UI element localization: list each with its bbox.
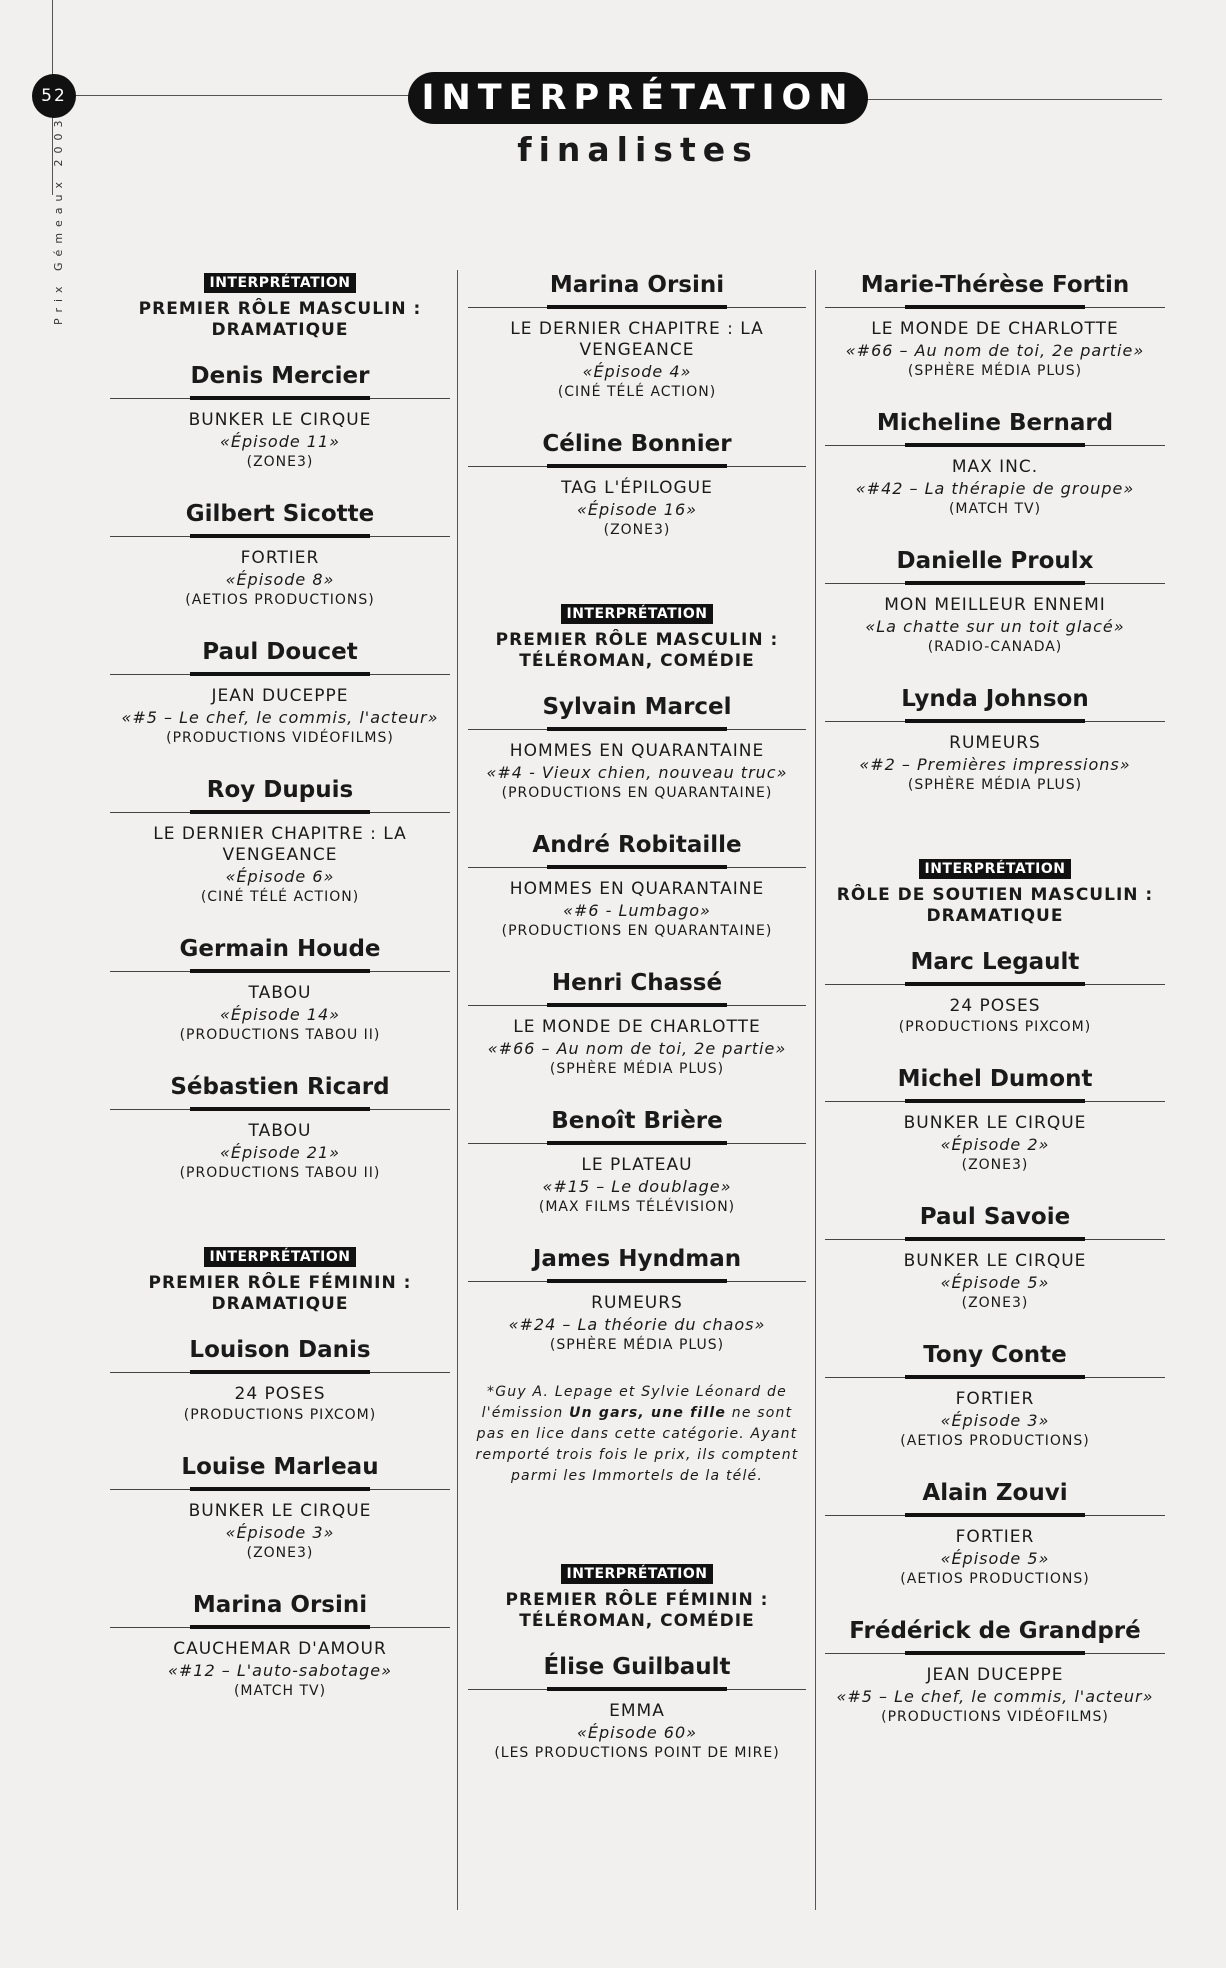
finalist-name: André Robitaille	[532, 832, 742, 858]
finalist-entry	[110, 499, 450, 611]
footnote-text: *Guy A. Lepage et Sylvie Léonard de l'émission	[481, 1384, 787, 1421]
underline-thick	[190, 1625, 370, 1629]
finalist-entry	[110, 1335, 450, 1426]
finalist-entry	[825, 1340, 1165, 1452]
show-title: FORTIER	[240, 548, 320, 568]
name-underline	[825, 304, 1165, 311]
finalist-entry	[110, 775, 450, 908]
finalist-entry	[110, 1452, 450, 1564]
finalist-name: Frédérick de Grandpré	[849, 1618, 1141, 1644]
block-spacer	[110, 1210, 450, 1244]
production-company: (AETIOS PRODUCTIONS)	[185, 592, 375, 608]
underline-thick	[905, 1099, 1085, 1103]
finalist-entry	[825, 947, 1165, 1038]
underline-thick	[905, 1513, 1085, 1517]
show-title: CAUCHEMAR D'AMOUR	[173, 1639, 387, 1659]
show-title: LE DERNIER CHAPITRE : LA VENGEANCE	[510, 319, 764, 360]
underline-thick	[905, 1651, 1085, 1655]
episode-title: «#4 - Vieux chien, nouveau truc»	[486, 763, 788, 782]
finalist-name: Sylvain Marcel	[542, 694, 732, 720]
name-underline	[468, 1278, 806, 1285]
production-company: (ZONE3)	[246, 454, 314, 470]
finalist-entry	[825, 270, 1165, 382]
finalist-name: Paul Doucet	[202, 639, 358, 665]
show-title: MAX INC.	[951, 457, 1039, 477]
episode-title: «Épisode 5»	[940, 1273, 1050, 1292]
name-underline	[825, 1512, 1165, 1519]
finalist-entry	[468, 1106, 806, 1218]
category-block	[825, 858, 1165, 1728]
finalist-entry	[825, 1616, 1165, 1728]
category-badge: INTERPRÉTATION	[561, 1564, 712, 1584]
name-underline	[825, 580, 1165, 587]
footnote-show: Un gars, une fille	[569, 1405, 727, 1421]
show-title: FORTIER	[955, 1389, 1035, 1409]
show-title: HOMMES EN QUARANTAINE	[509, 741, 765, 761]
name-underline	[110, 809, 450, 816]
finalist-name: Sébastien Ricard	[170, 1074, 390, 1100]
show-title: MON MEILLEUR ENNEMI	[884, 595, 1106, 615]
episode-title: «#66 – Au nom de toi, 2e partie»	[845, 341, 1145, 360]
finalist-entry	[825, 1478, 1165, 1590]
episode-title: «Épisode 8»	[225, 570, 335, 589]
category-block	[110, 272, 450, 1244]
production-company: (SPHÈRE MÉDIA PLUS)	[549, 1061, 725, 1077]
name-underline	[468, 1686, 806, 1693]
category-badge: INTERPRÉTATION	[561, 604, 712, 624]
finalist-name: Céline Bonnier	[542, 431, 732, 457]
episode-title: «#5 – Le chef, le commis, l'acteur»	[836, 1687, 1154, 1706]
finalist-name: Denis Mercier	[190, 363, 370, 389]
episode-title: «#2 – Premières impressions»	[859, 755, 1131, 774]
underline-thick	[190, 396, 370, 400]
name-underline	[110, 1369, 450, 1376]
page-number: 52	[32, 74, 76, 118]
category-badge-row	[825, 858, 1165, 879]
episode-title: «Épisode 21»	[219, 1143, 341, 1162]
finalist-name: Alain Zouvi	[922, 1480, 1068, 1506]
footnote	[474, 1382, 800, 1487]
underline-thick	[905, 443, 1085, 447]
finalist-entry	[468, 270, 806, 403]
production-company: (PRODUCTIONS TABOU II)	[179, 1027, 381, 1043]
episode-title: «Épisode 2»	[940, 1135, 1050, 1154]
name-underline	[110, 533, 450, 540]
episode-title: «Épisode 60»	[576, 1723, 698, 1742]
show-title: TABOU	[248, 983, 312, 1003]
production-company: (RADIO-CANADA)	[927, 639, 1063, 655]
underline-thick	[547, 865, 727, 869]
finalist-entry	[825, 1202, 1165, 1314]
name-underline	[110, 671, 450, 678]
finalist-name: Micheline Bernard	[876, 410, 1114, 436]
production-company: (PRODUCTIONS EN QUARANTAINE)	[501, 923, 773, 939]
finalist-entry	[468, 968, 806, 1080]
finalist-entry	[110, 361, 450, 473]
finalist-name: Tony Conte	[923, 1342, 1067, 1368]
finalist-entry	[825, 546, 1165, 658]
production-company: (PRODUCTIONS VIDÉOFILMS)	[881, 1709, 1109, 1725]
production-company: (PRODUCTIONS EN QUARANTAINE)	[501, 785, 773, 801]
underline-thick	[190, 534, 370, 538]
production-company: (AETIOS PRODUCTIONS)	[900, 1571, 1090, 1587]
name-underline	[468, 463, 806, 470]
category-block	[110, 1246, 450, 1702]
production-company: (AETIOS PRODUCTIONS)	[900, 1433, 1090, 1449]
show-title: LE MONDE DE CHARLOTTE	[871, 319, 1119, 339]
show-title: RUMEURS	[949, 733, 1041, 753]
finalist-name: Lynda Johnson	[901, 686, 1089, 712]
show-title: BUNKER LE CIRQUE	[903, 1251, 1087, 1271]
category-badge-row	[110, 272, 450, 293]
production-company: (CINÉ TÉLÉ ACTION)	[200, 889, 360, 905]
show-title: 24 POSES	[949, 996, 1041, 1016]
underline-thick	[547, 1279, 727, 1283]
underline-thick	[905, 581, 1085, 585]
production-company: (PRODUCTIONS PIXCOM)	[898, 1019, 1092, 1035]
underline-thick	[905, 1375, 1085, 1379]
underline-thick	[190, 1487, 370, 1491]
underline-thick	[547, 1141, 727, 1145]
finalist-name: Danielle Proulx	[896, 548, 1094, 574]
header-rule-right	[862, 99, 1162, 100]
category-title: PREMIER RÔLE MASCULIN : TÉLÉROMAN, COMÉDIE	[495, 630, 779, 671]
header-rule-left	[50, 95, 420, 96]
underline-thick	[547, 1003, 727, 1007]
finalist-entry	[468, 1244, 806, 1356]
show-title: LE DERNIER CHAPITRE : LA VENGEANCE	[153, 824, 407, 865]
underline-thick	[547, 464, 727, 468]
name-underline	[825, 718, 1165, 725]
episode-title: «#5 – Le chef, le commis, l'acteur»	[121, 708, 439, 727]
production-company: (PRODUCTIONS TABOU II)	[179, 1165, 381, 1181]
underline-thick	[905, 1237, 1085, 1241]
category-badge: INTERPRÉTATION	[919, 859, 1070, 879]
underline-thick	[190, 810, 370, 814]
name-underline	[825, 1236, 1165, 1243]
name-underline	[110, 1486, 450, 1493]
column-1	[110, 270, 450, 1728]
episode-title: «La chatte sur un toit glacé»	[865, 617, 1125, 636]
finalist-name: Louise Marleau	[181, 1454, 379, 1480]
category-title: PREMIER RÔLE FÉMININ : TÉLÉROMAN, COMÉDIE	[505, 1590, 769, 1631]
column-divider	[457, 270, 458, 1910]
production-company: (ZONE3)	[603, 522, 671, 538]
show-title: 24 POSES	[234, 1384, 326, 1404]
production-company: (MAX FILMS TÉLÉVISION)	[538, 1199, 736, 1215]
finalist-name: Marc Legault	[910, 949, 1080, 975]
episode-title: «#66 – Au nom de toi, 2e partie»	[487, 1039, 787, 1058]
underline-thick	[190, 1370, 370, 1374]
show-title: BUNKER LE CIRQUE	[188, 410, 372, 430]
production-company: (SPHÈRE MÉDIA PLUS)	[907, 363, 1083, 379]
production-company: (MATCH TV)	[948, 501, 1042, 517]
finalist-name: Benoît Brière	[551, 1108, 723, 1134]
finalist-entry	[468, 830, 806, 942]
production-company: (PRODUCTIONS PIXCOM)	[183, 1407, 377, 1423]
underline-thick	[905, 719, 1085, 723]
name-underline	[825, 1650, 1165, 1657]
episode-title: «Épisode 14»	[219, 1005, 341, 1024]
underline-thick	[190, 1107, 370, 1111]
category-block	[468, 270, 806, 601]
production-company: (MATCH TV)	[233, 1683, 327, 1699]
category-block	[468, 1563, 806, 1764]
underline-thick	[905, 982, 1085, 986]
name-underline	[825, 442, 1165, 449]
column-3	[825, 270, 1165, 1754]
finalist-name: Gilbert Sicotte	[185, 501, 375, 527]
episode-title: «Épisode 3»	[225, 1523, 335, 1542]
name-underline	[468, 864, 806, 871]
name-underline	[468, 726, 806, 733]
category-title: PREMIER RÔLE MASCULIN : DRAMATIQUE	[138, 299, 422, 340]
footnote-text: ne sont pas en lice dans cette catégorie. Ayant remporté trois fois le prix, ils comptent parmi les Immortels de la télé.	[475, 1405, 799, 1484]
show-title: BUNKER LE CIRQUE	[903, 1113, 1087, 1133]
finalist-name: Marina Orsini	[192, 1592, 368, 1618]
episode-title: «#24 – La théorie du chaos»	[508, 1315, 766, 1334]
show-title: TAG L'ÉPILOGUE	[561, 478, 713, 498]
finalist-name: Michel Dumont	[897, 1066, 1093, 1092]
episode-title: «Épisode 11»	[219, 432, 341, 451]
episode-title: «Épisode 16»	[576, 500, 698, 519]
show-title: JEAN DUCEPPE	[211, 686, 349, 706]
production-company: (CINÉ TÉLÉ ACTION)	[557, 384, 717, 400]
underline-thick	[190, 969, 370, 973]
name-underline	[468, 1140, 806, 1147]
page-subtitle: finalistes	[517, 130, 759, 169]
production-company: (ZONE3)	[961, 1157, 1029, 1173]
production-company: (ZONE3)	[246, 1545, 314, 1561]
finalist-entry	[110, 934, 450, 1046]
name-underline	[825, 981, 1165, 988]
underline-thick	[547, 1687, 727, 1691]
production-company: (SPHÈRE MÉDIA PLUS)	[907, 777, 1083, 793]
finalist-name: Paul Savoie	[919, 1204, 1071, 1230]
finalist-name: Marina Orsini	[549, 272, 725, 298]
episode-title: «#6 - Lumbago»	[563, 901, 711, 920]
finalist-entry	[825, 408, 1165, 520]
show-title: JEAN DUCEPPE	[926, 1665, 1064, 1685]
production-company: (SPHÈRE MÉDIA PLUS)	[549, 1337, 725, 1353]
category-badge: INTERPRÉTATION	[204, 1247, 355, 1267]
category-title: RÔLE DE SOUTIEN MASCULIN : DRAMATIQUE	[836, 885, 1154, 926]
name-underline	[110, 968, 450, 975]
finalist-name: Louison Danis	[189, 1337, 371, 1363]
finalist-entry	[110, 1590, 450, 1702]
episode-title: «#15 – Le doublage»	[542, 1177, 732, 1196]
category-block	[468, 603, 806, 1561]
finalist-entry	[468, 692, 806, 804]
finalist-name: James Hyndman	[532, 1246, 742, 1272]
finalist-name: Germain Houde	[179, 936, 381, 962]
name-underline	[468, 1002, 806, 1009]
show-title: BUNKER LE CIRQUE	[188, 1501, 372, 1521]
side-label: Prix Gémeaux 2003	[52, 114, 65, 325]
show-title: RUMEURS	[591, 1293, 683, 1313]
show-title: LE PLATEAU	[581, 1155, 693, 1175]
finalist-entry	[468, 1652, 806, 1764]
block-spacer	[825, 822, 1165, 856]
episode-title: «Épisode 5»	[940, 1549, 1050, 1568]
show-title: FORTIER	[955, 1527, 1035, 1547]
show-title: LE MONDE DE CHARLOTTE	[513, 1017, 761, 1037]
name-underline	[110, 1624, 450, 1631]
category-badge-row	[110, 1246, 450, 1267]
episode-title: «#12 – L'auto-sabotage»	[168, 1661, 392, 1680]
episode-title: «Épisode 6»	[225, 867, 335, 886]
show-title: EMMA	[609, 1701, 665, 1721]
category-title: PREMIER RÔLE FÉMININ : DRAMATIQUE	[148, 1273, 412, 1314]
name-underline	[825, 1374, 1165, 1381]
finalist-entry	[825, 684, 1165, 796]
finalist-entry	[825, 1064, 1165, 1176]
name-underline	[110, 395, 450, 402]
show-title: HOMMES EN QUARANTAINE	[509, 879, 765, 899]
column-2	[468, 270, 806, 1790]
finalist-name: Élise Guilbault	[543, 1654, 731, 1680]
category-badge: INTERPRÉTATION	[204, 273, 355, 293]
page-title: INTERPRÉTATION	[408, 72, 868, 124]
episode-title: «#42 – La thérapie de groupe»	[855, 479, 1135, 498]
underline-thick	[905, 305, 1085, 309]
production-company: (LES PRODUCTIONS POINT DE MIRE)	[494, 1745, 780, 1761]
block-spacer	[468, 1527, 806, 1561]
finalist-name: Roy Dupuis	[206, 777, 354, 803]
production-company: (PRODUCTIONS VIDÉOFILMS)	[166, 730, 394, 746]
name-underline	[468, 304, 806, 311]
block-spacer	[468, 567, 806, 601]
name-underline	[110, 1106, 450, 1113]
underline-thick	[190, 672, 370, 676]
finalist-entry	[468, 429, 806, 541]
category-badge-row	[468, 1563, 806, 1584]
column-divider	[815, 270, 816, 1910]
finalist-entry	[110, 637, 450, 749]
finalist-entry	[110, 1072, 450, 1184]
show-title: TABOU	[248, 1121, 312, 1141]
category-badge-row	[468, 603, 806, 624]
underline-thick	[547, 727, 727, 731]
underline-thick	[547, 305, 727, 309]
episode-title: «Épisode 3»	[940, 1411, 1050, 1430]
production-company: (ZONE3)	[961, 1295, 1029, 1311]
category-block	[825, 270, 1165, 856]
episode-title: «Épisode 4»	[582, 362, 692, 381]
name-underline	[825, 1098, 1165, 1105]
finalist-name: Marie-Thérèse Fortin	[860, 272, 1130, 298]
finalist-name: Henri Chassé	[551, 970, 723, 996]
